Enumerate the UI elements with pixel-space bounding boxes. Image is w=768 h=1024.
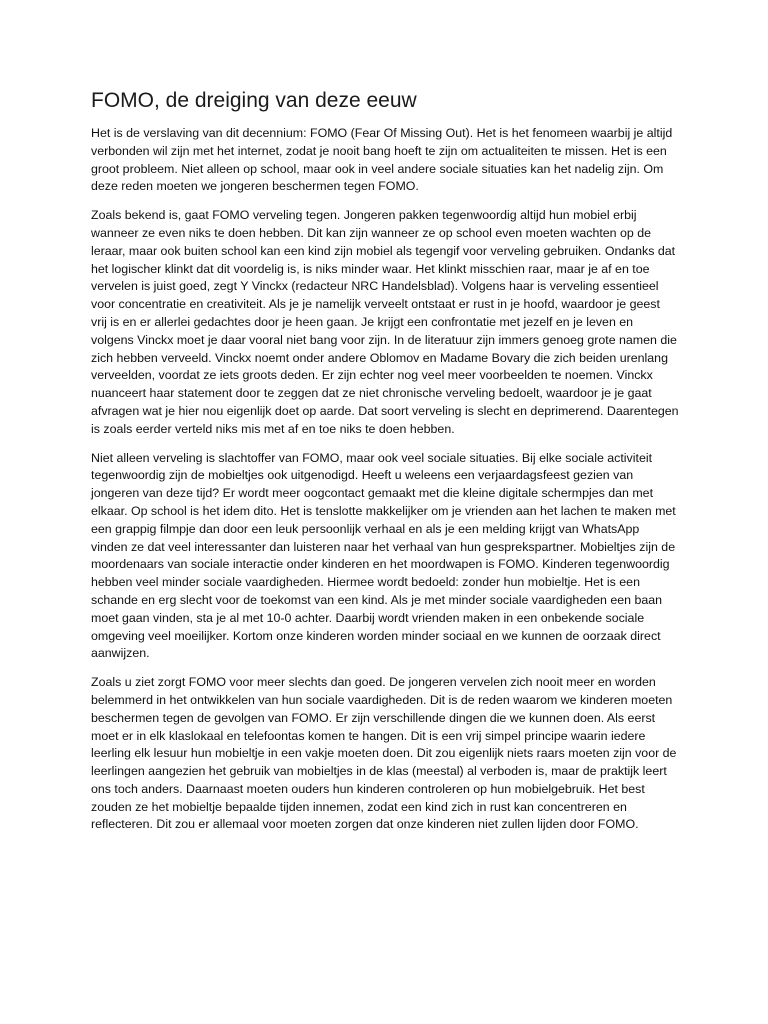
paragraph-social: Niet alleen verveling is slachtoffer van FOMO, maar ook veel sociale situaties. Bij elke sociale activiteit tegenwoordig zijn de mobieltjes ook uitgenodigd. Heeft u weleens een verjaardagsfeest gezien van jongeren van deze tijd? Er wordt meer oogcontact gemaakt met die kleine digitale schermpjes dan met elkaar. Op school is het idem dito. Het is tenslotte makkelijker om je vrienden aan het lachen te maken met een grappig filmpje dan door een leuk persoonlijk verhaal en als je een melding krijgt van WhatsApp vinden ze dat veel interessanter dan luisteren naar het verhaal van hun gesprekspartner. Mobieltjes zijn de moordenaars van sociale interactie onder kinderen en het moordwapen is FOMO. Kinderen tegenwoordig hebben veel minder sociale vaardigheden. Hiermee wordt bedoeld: zonder hun mobieltje. Het is een schande en erg slecht voor de toekomst van een kind. Als je met minder sociale vaardigheden een baan moet gaan vinden, sta je al met 10-0 achter. Daarbij wordt vrienden maken in een onbekende sociale omgeving veel moeilijker. Kortom onze kinderen worden minder sociaal en we kunnen de oorzaak direct aanwijzen.: [91, 450, 676, 661]
paragraph-conclusion: Zoals u ziet zorgt FOMO voor meer slechts dan goed. De jongeren vervelen zich nooit meer en worden belemmerd in het ontwikkelen van hun sociale vaardigheden. Dit is de reden waarom we kinderen moeten beschermen tegen de gevolgen van FOMO. Er zijn verschillende dingen die we kunnen doen. Als eerst moet er in elk klaslokaal en telefoontas komen te hangen. Dit is een vrij simpel principe waarin iedere leerling elk lesuur hun mobieltje in een vakje moeten doen. Dit zou eigenlijk niets raars moeten zijn voor de leerlingen aangezien het gebruik van mobieltjes in de klas (meestal) al verboden is, maar de praktijk leert ons toch anders. Daarnaast moeten ouders hun kinderen controleren op hun mobielgebruik. Het best zouden ze het mobieltje bepaalde tijden innemen, zodat een kind zich in rust kan concentreren en reflecteren. Dit zou er allemaal voor moeten zorgen dat onze kinderen niet zullen lijden door FOMO.: [91, 675, 677, 832]
document-title: FOMO, de dreiging van deze eeuw: [91, 89, 417, 112]
paragraph-intro: Het is de verslaving van dit decennium: FOMO (Fear Of Missing Out). Het is het fenomeen waarbij je altijd verbonden wil zijn met het internet, zodat je nooit bang hoeft te zijn om actualiteiten te missen. Het is een groot probleem. Niet alleen op school, maar ook in veel andere sociale situaties kan het nadelig zijn. Om deze reden moeten we jongeren beschermen tegen FOMO.: [91, 126, 673, 194]
document-page: [91, 88, 679, 845]
paragraph-boredom: Zoals bekend is, gaat FOMO verveling tegen. Jongeren pakken tegenwoordig altijd hun mobiel erbij wanneer ze even niks te doen hebben. Dit kan zijn wanneer ze op school even moeten wachten op de leraar, maar ook buiten school kan een kind zijn mobiel als tegengif voor verveling gebruiken. Ondanks dat het logischer klinkt dat dit voordelig is, is niks minder waar. Het klinkt misschien raar, maar je af en toe vervelen is juist goed, zegt Y Vinckx (redacteur NRC Handelsblad). Volgens haar is verveling essentieel voor concentratie en creativiteit. Als je je namelijk verveelt ontstaat er rust in je hoofd, waardoor je geest vrij is en er allerlei gedachtes door je heen gaan. Je krijgt een confrontatie met jezelf en je leven en volgens Vinckx moet je daar vooral niet bang voor zijn. In de literatuur zijn immers genoeg grote namen die zich hebben verveeld. Vinckx noemt onder andere Oblomov en Madame Bovary die zich beiden urenlang verveelden, voordat ze iets groots deden. Er zijn echter nog veel meer voorbeelden te noemen. Vinckx nuanceert haar statement door te zeggen dat ze niet chronische verveling bedoelt, waardoor je je gaat afvragen wat je hier nou eigenlijk doet op aarde. Dat soort verveling is slecht en deprimerend. Daarentegen is zoals eerder verteld niks mis met af en toe niks te doen hebben.: [91, 208, 679, 436]
